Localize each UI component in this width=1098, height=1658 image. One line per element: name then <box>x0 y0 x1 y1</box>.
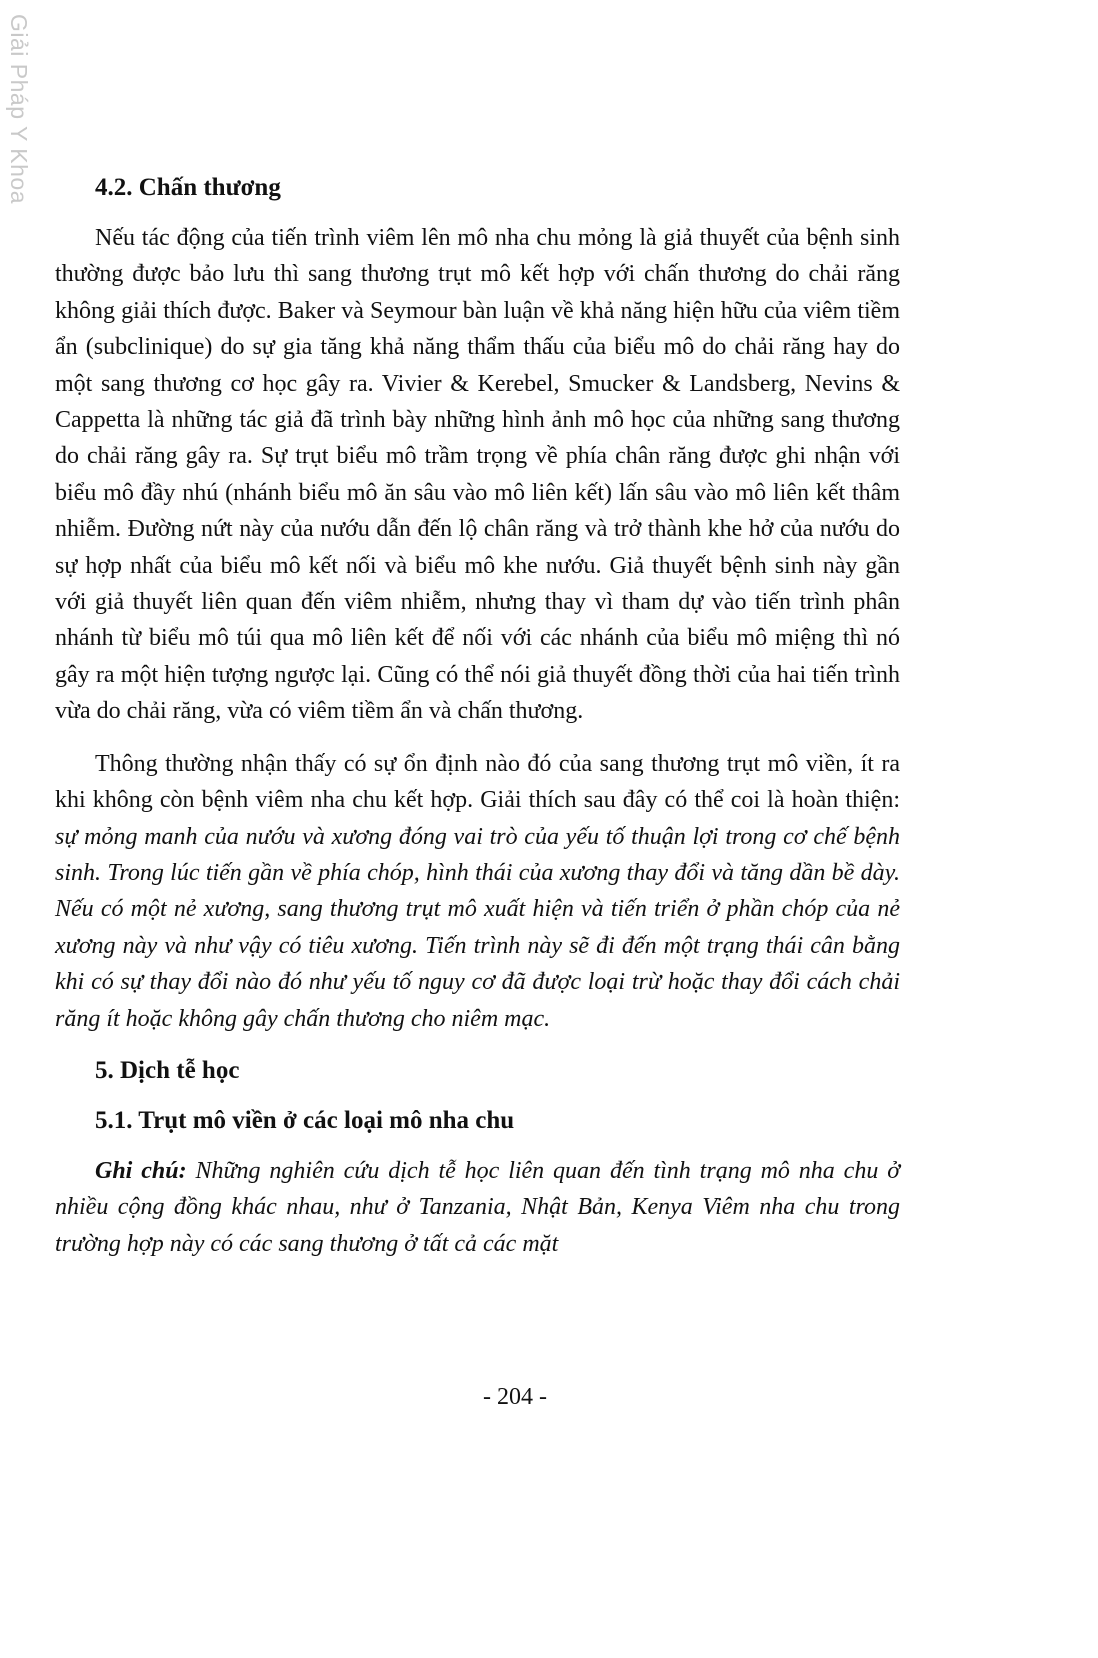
paragraph-trauma-2 <box>55 746 900 1037</box>
note-paragraph <box>55 1153 900 1262</box>
section-5-1-heading: 5.1. Trụt mô viền ở các loại mô nha chu <box>95 1106 515 1134</box>
section-4-2-heading: 4.2. Chấn thương <box>95 174 281 201</box>
page-content <box>55 170 900 1262</box>
note-text: Những nghiên cứu dịch tễ học liên quan đến tình trạng mô nha chu ở nhiều cộng đồng khác nhau, như ở Tanzania, Nhật Bản, Kenya Viêm nha chu trong trường hợp này có các sang thương ở tất cả các mặt <box>55 1157 901 1257</box>
page-number: - 204 - <box>483 1384 547 1410</box>
paragraph-trauma-1: Nếu tác động của tiến trình viêm lên mô nha chu mỏng là giả thuyết của bệnh sinh thường được bảo lưu thì sang thương trụt mô kết hợp với chấn thương do chải răng không giải thích được. Baker và Seymour bàn luận về khả năng hiện hữu của viêm tiềm ẩn (subclinique) do sự gia tăng khả năng thẩm thấu của biểu mô do chải răng hay do một sang thương cơ học gây ra. Vivier & Kerebel, Smucker & Landsberg, Nevins & Cappetta là những tác giả đã trình bày những hình ảnh mô học của những sang thương do chải răng gây ra. Sự trụt biểu mô trầm trọng về phía chân răng được ghi nhận với biểu mô đầy nhú (nhánh biểu mô ăn sâu vào mô liên kết) lấn sâu vào mô liên kết thâm nhiễm. Đường nứt này của nướu dẫn đến lộ chân răng và trở thành khe hở của nướu do sự hợp nhất của biểu mô kết nối và biểu mô khe nướu. Giả thuyết bệnh sinh này gần với giả thuyết liên quan đến viêm nhiễm, nhưng thay vì tham dự vào tiến trình phân nhánh từ biểu mô túi qua mô liên kết để nối với các nhánh của biểu mô miệng thì nó gây ra một hiện tượng ngược lại. Cũng có thể nói giả thuyết đồng thời của hai tiến trình vừa do chải răng, vừa có viêm tiềm ẩn và chấn thương. <box>55 225 900 725</box>
note-label: Ghi chú: <box>95 1157 187 1184</box>
paragraph-trauma-2-regular: Thông thường nhận thấy có sự ổn định nào đó của sang thương trụt mô viền, ít ra khi không còn bệnh viêm nha chu kết hợp. Giải thích sau đây có thể coi là hoàn thiện: <box>55 750 900 814</box>
paragraph-trauma-2-italic: sự mỏng manh của nướu và xương đóng vai trò của yếu tố thuận lợi trong cơ chế bệnh sinh. Trong lúc tiến gần về phía chóp, hình thái của xương thay đổi và tăng dần bề dày. Nếu có một nẻ xương, sang thương trụt mô xuất hiện và tiến triển ở phần chóp của nẻ xương này và như vậy có tiêu xương. Tiến trình này sẽ đi đến một trạng thái cân bằng khi có sự thay đổi nào đó như yếu tố nguy cơ đã được loại trừ hoặc thay đổi cách chải răng ít hoặc không gây chấn thương cho niêm mạc. <box>55 823 900 1032</box>
watermark: Giải Pháp Y Khoa <box>6 14 32 205</box>
section-5-heading: 5. Dịch tễ học <box>95 1056 240 1084</box>
